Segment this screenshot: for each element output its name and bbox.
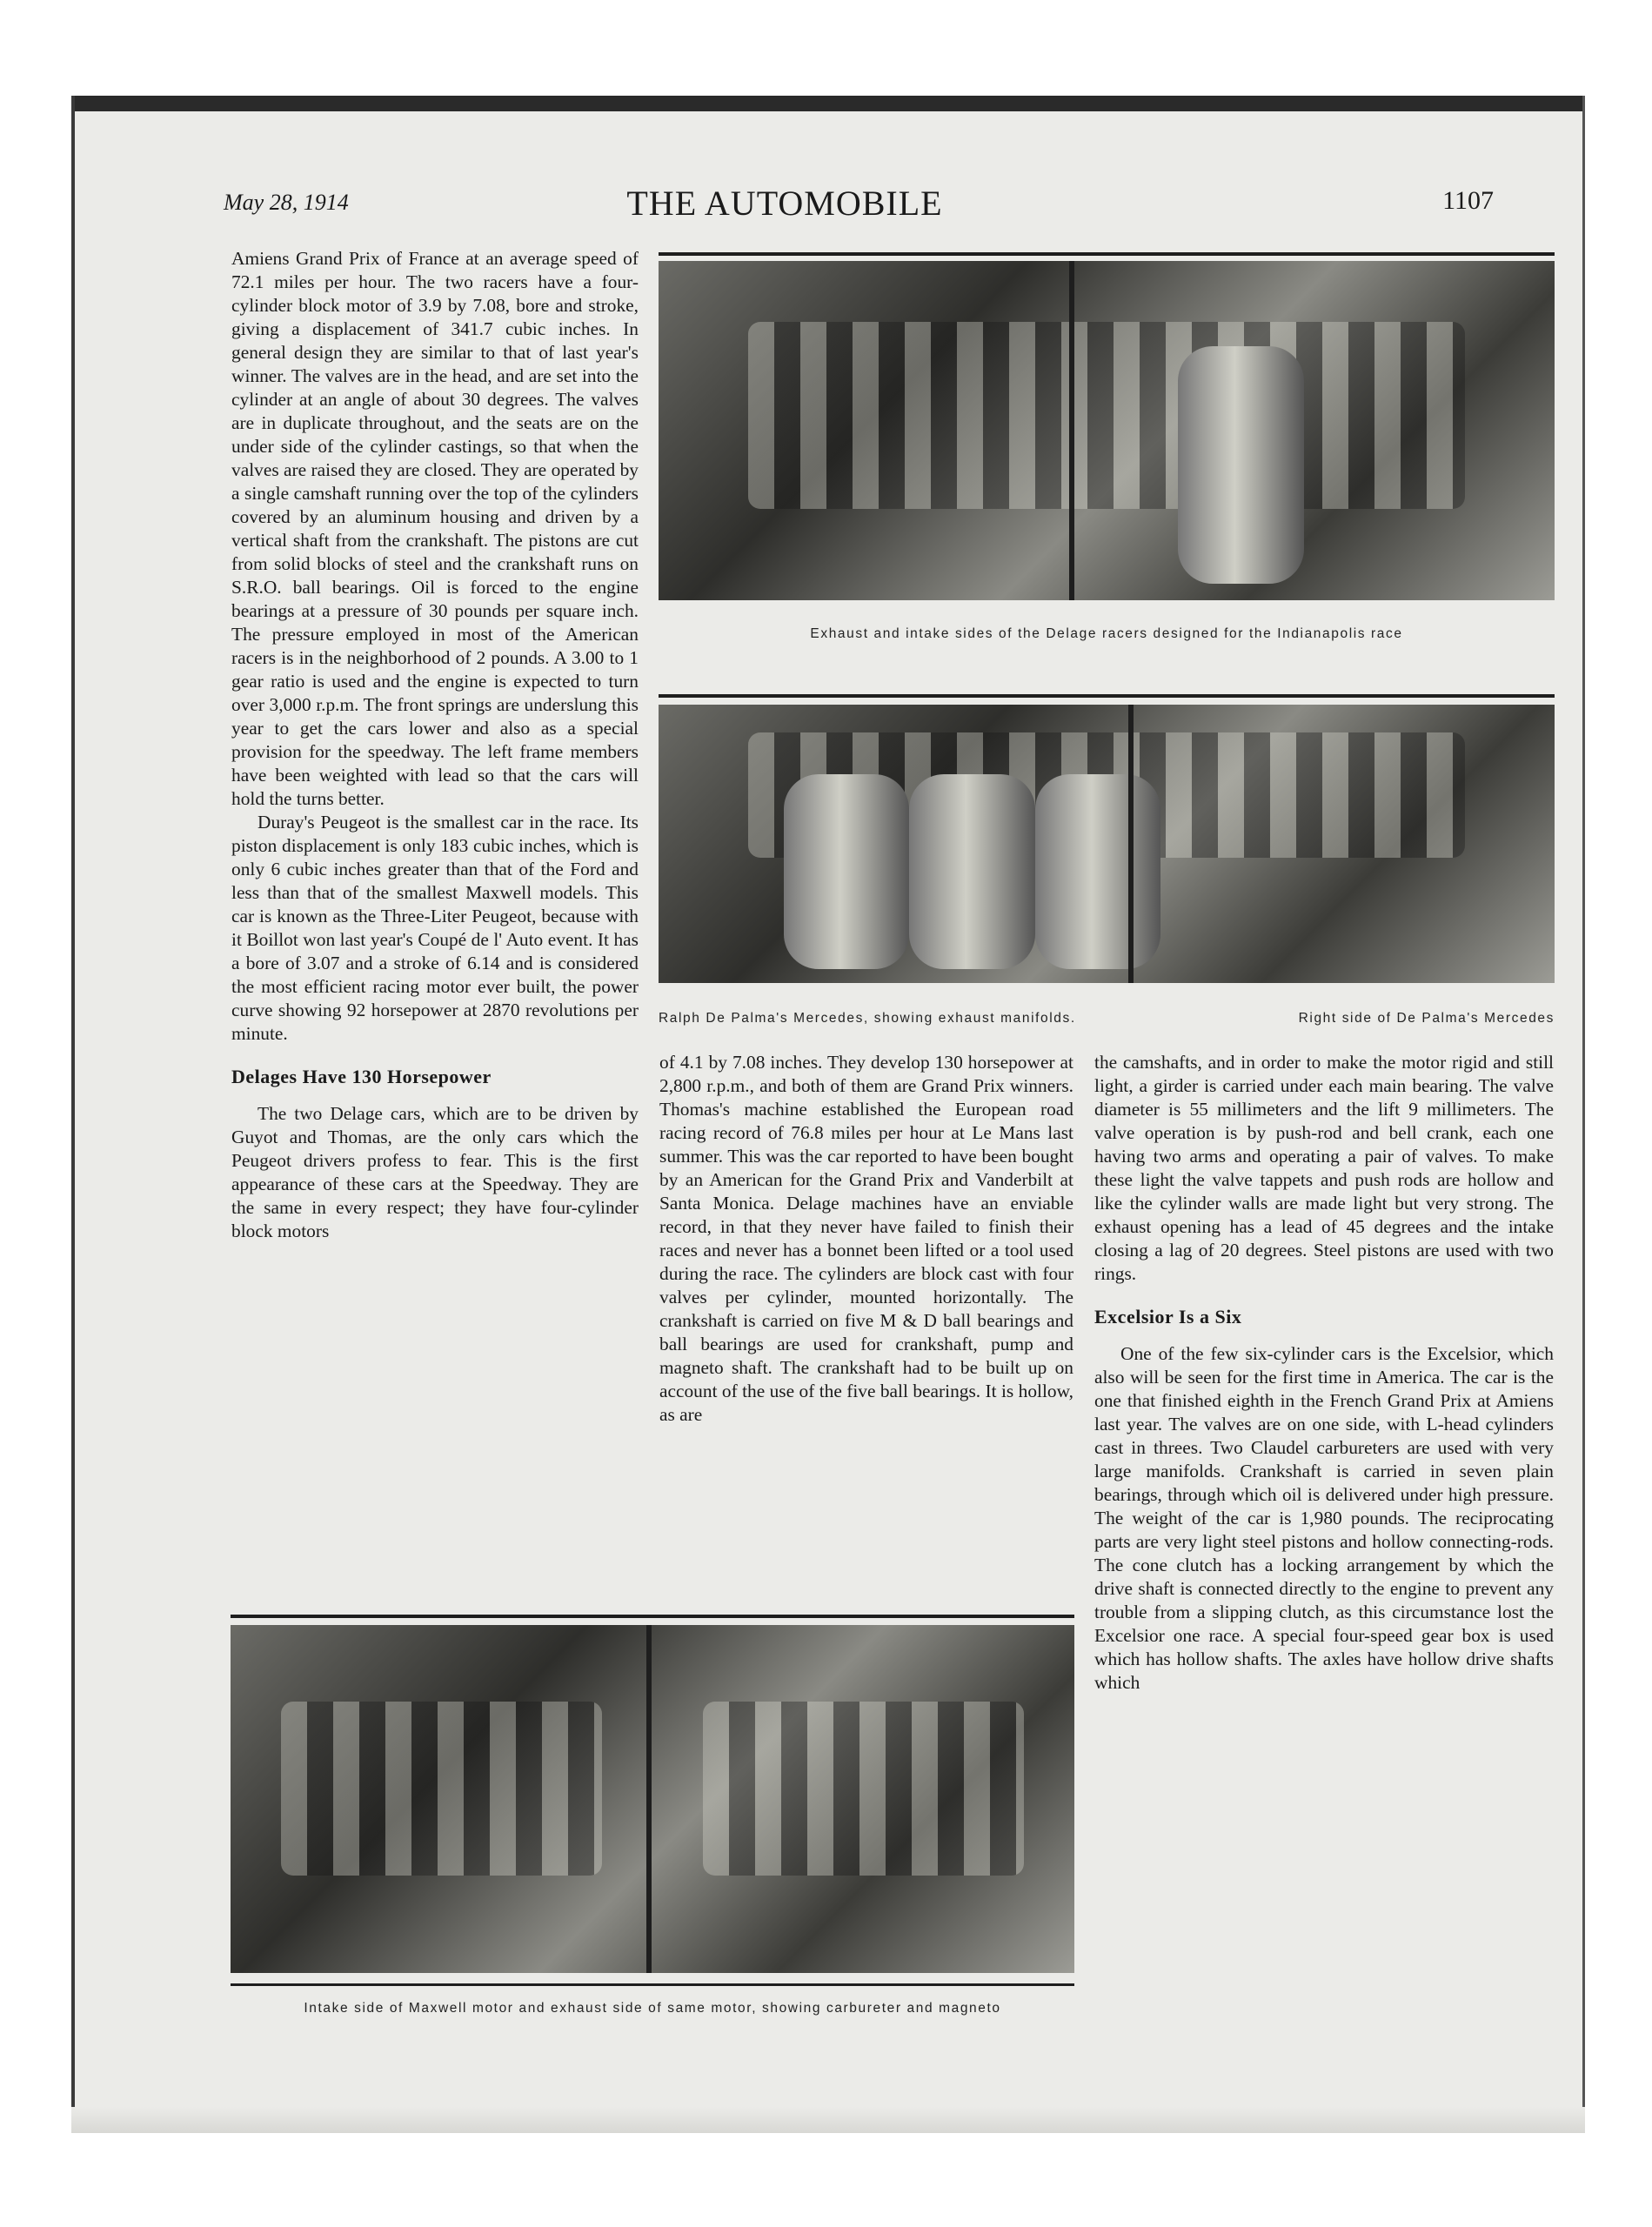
page-number: 1107	[1442, 186, 1494, 215]
bottom-caption-rule	[231, 1983, 1074, 1986]
top-photo-rule	[659, 252, 1555, 256]
photo-divider	[1128, 705, 1134, 983]
column-2-paragraph-1: of 4.1 by 7.08 inches. They develop 130 horsepower at 2,800 r.p.m., and both of them are Grand Prix winners. Thomas's machine established the European road racing record of 76.8 miles per hour at Le Mans last summer. This was the car reported to have been bought by an American for the Grand Prix and Vanderbilt at Santa Monica. Delage machines have an enviable record, in that they never have failed to finish their races and never has a bonnet been lifted or a tool used during the race. The cylinders are block cast with four valves per cylinder, mounted horizontally. The crankshaft is carried on five M & D ball bearings and ball bearings are used for crankshaft, pump and magneto shaft. The crankshaft had to be built up on account of the use of the five ball bearings. It is hollow, as are	[659, 1052, 1073, 1425]
column-1-paragraph-3: The two Delage cars, which are to be driven by Guyot and Thomas, are the only cars which the Peugeot drivers profess to fear. This is the first appearance of these cars at the Speedway. They are the same in every respect; they have four-cylinder block motors	[231, 1103, 639, 1241]
section-heading-excelsior: Excelsior Is a Six	[1094, 1306, 1242, 1328]
column-1-paragraph-2: Duray's Peugeot is the smallest car in the race. Its piston displacement is only 183 cubic inches, which is only 6 cubic inches greater than that of the Ford and less than that of the smallest Maxwell models. This car is known as the Three-Liter Peugeot, because with it Boillot won last year's Coupé de l' Auto event. It has a bore of 3.07 and a stroke of 6.14 and is considered the most efficient racing motor ever built, the power curve showing 92 horsepower at 2870 revolutions per minute.	[231, 812, 639, 1044]
engine-block-shape	[748, 322, 1465, 509]
photo-divider	[646, 1625, 652, 1973]
exhaust-pipe-shape	[1035, 774, 1160, 969]
column-3	[1094, 1051, 1554, 1695]
manifold-shape	[1178, 346, 1303, 584]
exhaust-pipe-shape	[784, 774, 909, 969]
middle-photo-rule	[659, 694, 1555, 698]
intake-side-shape	[281, 1702, 602, 1876]
photo-divider	[1069, 261, 1074, 600]
column-1-paragraph-1: Amiens Grand Prix of France at an average speed of 72.1 miles per hour. The two racers have a four-cylinder block motor of 3.9 by 7.08, bore and stroke, giving a displacement of 341.7 cubic inches. In general design they are similar to that of last year's winner. The valves are in the head, and are set into the cylinder at an angle of about 30 degrees. The valves are in duplicate throughout, and the seats are on the under side of the cylinder castings, so that when the valves are raised they are closed. They are operated by a single camshaft running over the top of the cylinders covered by an aluminum housing and driven by a vertical shaft from the crankshaft. The pistons are cut from solid blocks of steel and the crankshaft runs on S.R.O. ball bearings. Oil is forced to the engine bearings at a pressure of 30 pounds per square inch. The pressure employed in most of the American racers is in the neighborhood of 2 pounds. A 3.00 to 1 gear ratio is used and the engine is expected to turn over 3,000 r.p.m. The front springs are underslung this year to get the cars lower and also as a special provision for the speedway. The left frame members have been weighted with lead so that the cars will hold the turns better.	[231, 248, 639, 809]
scan-left-edge	[71, 96, 75, 2133]
column-2	[659, 1051, 1073, 1427]
scan-right-edge	[1582, 96, 1585, 2133]
mercedes-engine-photo	[659, 705, 1555, 983]
delage-photo-caption: Exhaust and intake sides of the Delage racers designed for the Indianapolis race	[810, 626, 1403, 641]
section-heading-delages: Delages Have 130 Horsepower	[231, 1066, 492, 1087]
exhaust-side-shape	[703, 1702, 1024, 1876]
delage-engine-photo	[659, 261, 1555, 600]
mercedes-right-caption: Right side of De Palma's Mercedes	[1298, 1011, 1555, 1026]
maxwell-photo-caption: Intake side of Maxwell motor and exhaust side of same motor, showing carbureter and magneto	[304, 2001, 1001, 2016]
mercedes-left-caption: Ralph De Palma's Mercedes, showing exhaust manifolds.	[659, 1011, 1076, 1026]
maxwell-engine-photo	[231, 1625, 1074, 1973]
scan-bottom-shade	[71, 2107, 1585, 2133]
scan-top-border	[71, 96, 1585, 111]
bottom-photo-rule	[231, 1615, 1074, 1618]
magazine-title: THE AUTOMOBILE	[626, 184, 943, 223]
column-1	[231, 247, 639, 1243]
column-3-paragraph-1: the camshafts, and in order to make the motor rigid and still light, a girder is carried under each main bearing. The valve diameter is 55 millimeters and the lift 9 millimeters. The valve operation is by push-rod and bell crank, each one having two arms and operating a pair of valves. To make these light the valve tappets and push rods are hollow and like the cylinder walls are made light but very strong. The exhaust opening has a lead of 45 degrees and the intake closing a lag of 20 degrees. Steel pistons are used with two rings.	[1094, 1052, 1554, 1284]
issue-date: May 28, 1914	[224, 190, 349, 215]
scanned-page	[71, 96, 1585, 2133]
exhaust-pipe-shape	[909, 774, 1034, 969]
column-3-paragraph-2: One of the few six-cylinder cars is the Excelsior, which also will be seen for the first time in America. The car is the one that finished eighth in the French Grand Prix at Amiens last year. The valves are on one side, with L-head cylinders cast in threes. Two Claudel carbureters are used with very large manifolds. Crankshaft is carried in seven plain bearings, through which oil is delivered under high pressure. The weight of the car is 1,980 pounds. The reciprocating parts are very light steel pistons and hollow connecting-rods. The cone clutch has a locking arrangement by which the drive shaft is connected directly to the engine to prevent any trouble from a slipping clutch, as this circumstance lost the Excelsior one race. A special four-speed gear box is used which has hollow shafts. The axles have hollow drive shafts which	[1094, 1343, 1554, 1693]
